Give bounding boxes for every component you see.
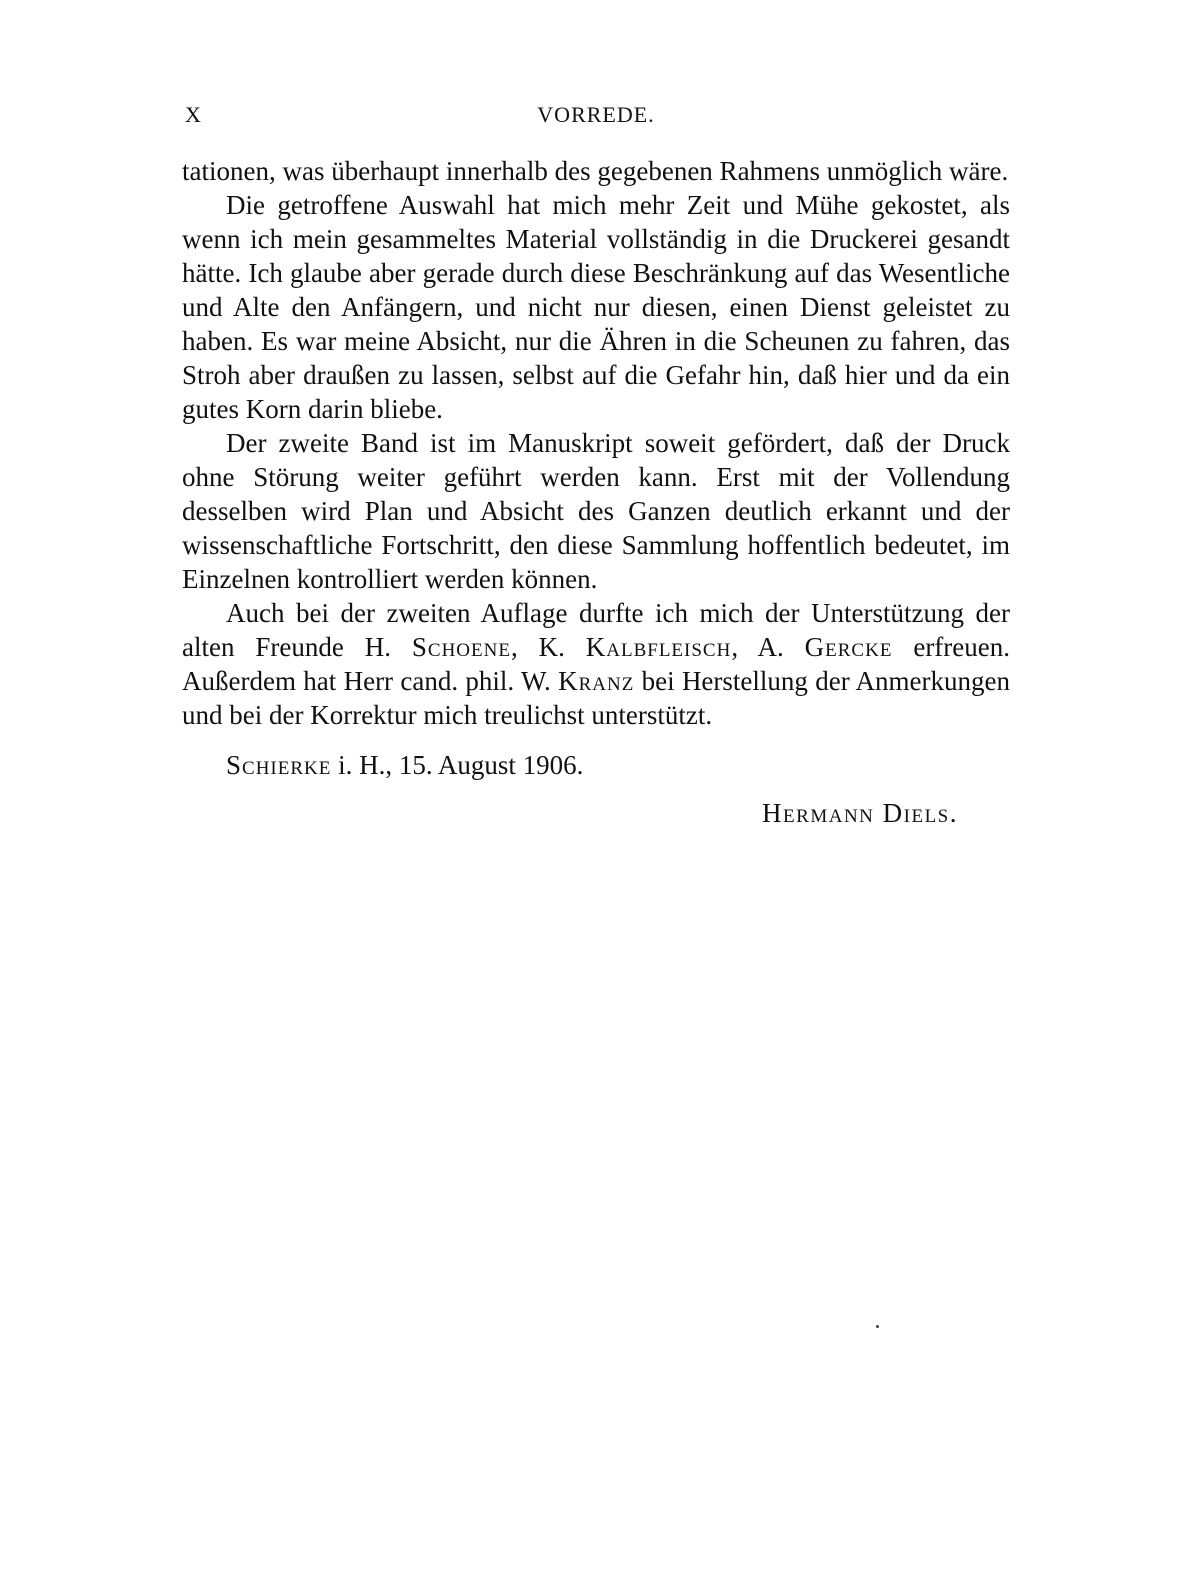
paragraph-4 bbox=[182, 596, 1010, 732]
paragraph-4-text-4: erfreuen. Außerdem hat Herr cand. phil. W. bbox=[182, 632, 1011, 696]
name-schoene: Schoene bbox=[411, 632, 511, 662]
dateline bbox=[182, 748, 1010, 782]
page-number: X bbox=[185, 102, 202, 127]
name-gercke: Gercke bbox=[804, 632, 893, 662]
book-page bbox=[182, 98, 1010, 830]
running-head bbox=[182, 98, 1010, 134]
running-title: VORREDE. bbox=[537, 102, 655, 127]
name-kranz: Kranz bbox=[558, 666, 635, 696]
dateline-date: i. H., 15. August 1906. bbox=[331, 750, 584, 780]
name-kalbfleisch: Kalbfleisch bbox=[585, 632, 732, 662]
dateline-place: Schierke bbox=[226, 750, 332, 780]
paragraph-2: Die getroffene Auswahl hat mich mehr Zeit und Mühe gekostet, als wenn ich mein gesammeltes Material vollständig in die Druckerei gesandt hätte. Ich glaube aber gerade durch diese Beschränkung auf das Wesentliche und Alte den Anfängern, und nicht nur diesen, einen Dienst geleistet zu haben. Es war meine Absicht, nur die Ähren in die Scheunen zu fahren, das Stroh aber draußen zu lassen, selbst auf die Gefahr hin, daß hier und da ein gutes Korn darin bliebe. bbox=[182, 190, 1010, 424]
paragraph-3: Der zweite Band ist im Manuskript soweit gefördert, daß der Druck ohne Störung weiter geführt werden kann. Erst mit der Vollendung desselben wird Plan und Absicht des Ganzen deutlich erkannt und der wissenschaftliche Fortschritt, den diese Sammlung hoffentlich bedeutet, im Einzelnen kontrolliert werden können. bbox=[182, 428, 1010, 594]
paragraph-4-text-1: Auch bei der zweiten Auflage durfte ich mich der Unterstützung der alten Freunde H. bbox=[182, 598, 1010, 662]
paper-speck bbox=[876, 1325, 879, 1328]
signature: Hermann Diels. bbox=[762, 798, 958, 828]
body-text bbox=[182, 154, 1010, 732]
paragraph-4-text-2: , K. bbox=[510, 632, 586, 662]
paragraph-4-text-3: , A. bbox=[731, 632, 805, 662]
paragraph-4-text-5: bei Herstellung der Anmerkungen und bei der Korrektur mich treulichst unterstützt. bbox=[182, 666, 1010, 730]
paragraph-1: tationen, was überhaupt innerhalb des gegebenen Rahmens unmöglich wäre. bbox=[182, 156, 1009, 186]
